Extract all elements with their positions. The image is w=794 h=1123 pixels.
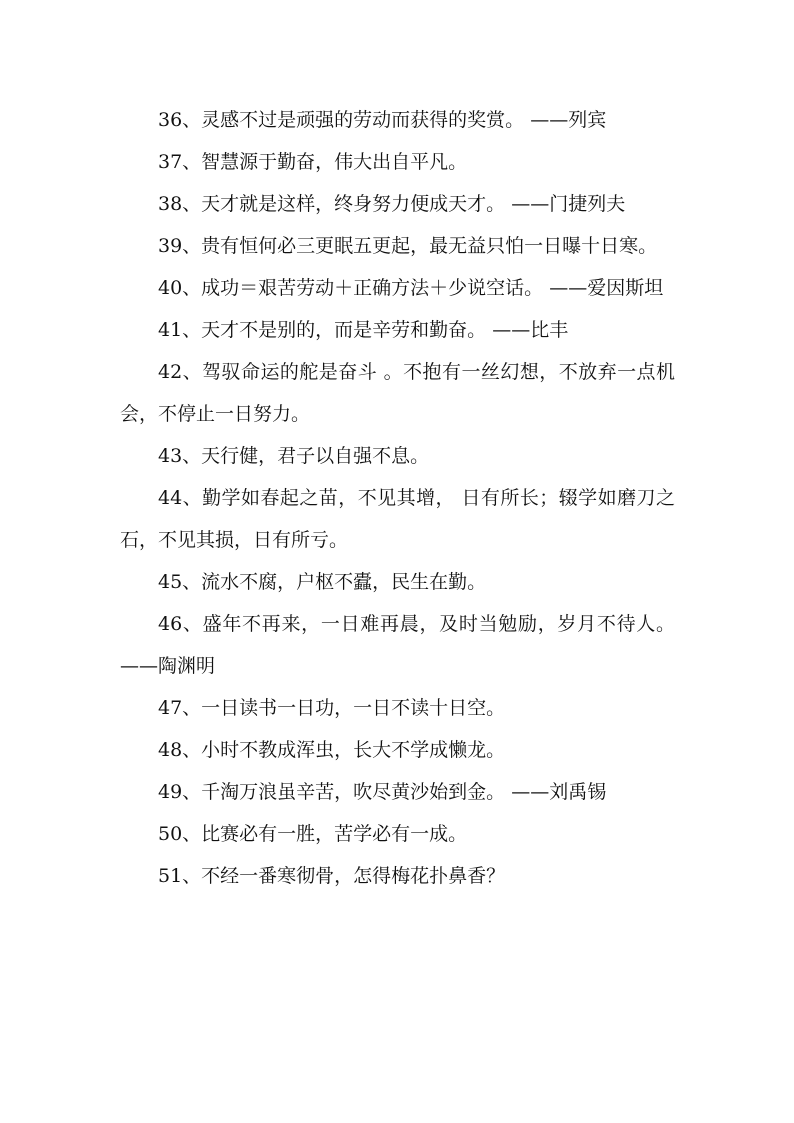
quote-paragraph-37: 37、智慧源于勤奋，伟大出自平凡。 (158, 151, 468, 173)
quote-paragraph-51: 51、不经一番寒彻骨，怎得梅花扑鼻香？ (158, 865, 506, 887)
quote-paragraph-49: 49、千淘万浪虽辛苦，吹尽黄沙始到金。 ——刘禹锡 (158, 781, 607, 803)
document-body (120, 99, 675, 897)
quote-paragraph-44: 44、勤学如春起之苗，不见其增， 日有所长；辍学如磨刀之石，不见其损，日有所亏。 (120, 487, 675, 551)
quote-paragraph-42: 42、驾驭命运的舵是奋斗 。不抱有一丝幻想，不放弃一点机会，不停止一日努力。 (120, 361, 675, 425)
quote-paragraph-38: 38、天才就是这样，终身努力便成天才。 ——门捷列夫 (158, 193, 626, 215)
quote-paragraph-47: 47、一日读书一日功，一日不读十日空。 (158, 697, 506, 719)
quote-paragraph-41: 41、天才不是别的，而是辛劳和勤奋。 ——比丰 (158, 319, 569, 341)
quote-paragraph-39: 39、贵有恒何必三更眠五更起，最无益只怕一日曝十日寒。 (158, 235, 658, 257)
quote-paragraph-45: 45、流水不腐，户枢不蠹，民生在勤。 (158, 571, 487, 593)
quote-paragraph-48: 48、小时不教成浑虫，长大不学成懒龙。 (158, 739, 506, 761)
quote-paragraph-43: 43、天行健，君子以自强不息。 (158, 445, 430, 467)
quote-paragraph-40: 40、成功＝艰苦劳动＋正确方法＋少说空话。 ——爱因斯坦 (158, 277, 664, 299)
quote-paragraph-46: 46、盛年不再来，一日难再晨，及时当勉励，岁月不待人。——陶渊明 (120, 613, 675, 677)
quote-paragraph-36: 36、灵感不过是顽强的劳动而获得的奖赏。 ——列宾 (158, 109, 607, 131)
quote-paragraph-50: 50、比赛必有一胜，苦学必有一成。 (158, 823, 468, 845)
